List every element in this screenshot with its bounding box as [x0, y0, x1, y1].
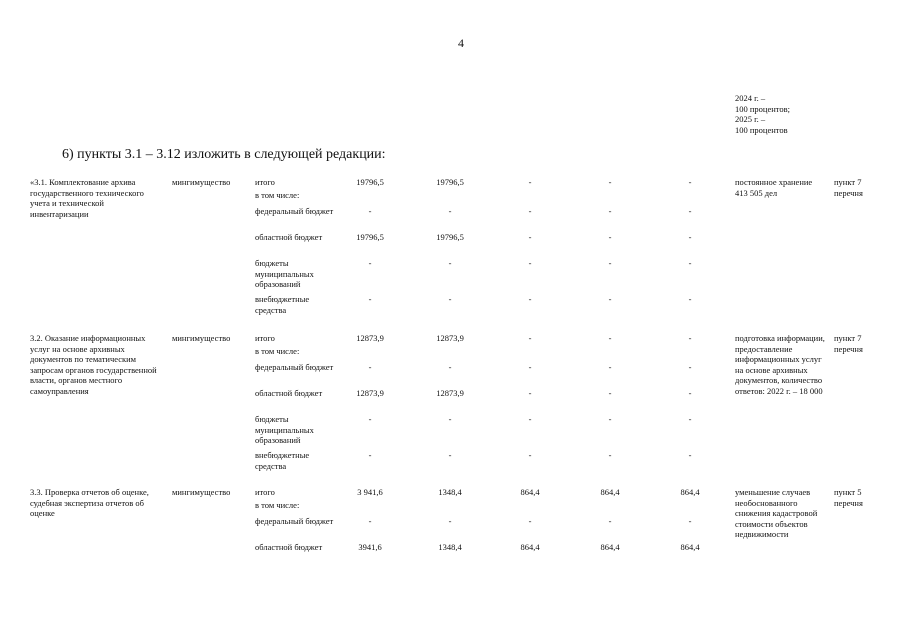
value-2022: - [448, 294, 452, 304]
value-total: 19796,5 [356, 177, 384, 187]
value-2023: - [528, 258, 532, 268]
value-total: 12873,9 [356, 388, 384, 398]
value-total: - [368, 414, 372, 424]
funding-source: внебюджетные средства [255, 450, 310, 471]
value-2025: - [688, 388, 692, 398]
value-total: 3941,6 [358, 542, 382, 552]
value-2024: - [608, 258, 612, 268]
measure-owner: мингимущество [172, 487, 231, 497]
value-2024: - [608, 294, 612, 304]
funding-source: в том числе: [255, 500, 300, 510]
measure-owner: мингимущество [172, 333, 231, 343]
measure-name: 3.2. Оказание информационных услуг на основе архивных документов по тематическим запросам органов государственной власти, органов местного самоуправления [30, 333, 157, 396]
funding-source: в том числе: [255, 346, 300, 356]
value-2023: 864,4 [520, 487, 540, 497]
value-total: - [368, 258, 372, 268]
value-2022: - [448, 362, 452, 372]
value-2025: - [688, 516, 692, 526]
value-2022: 1348,4 [438, 542, 462, 552]
value-2023: 864,4 [520, 542, 540, 552]
value-2024: - [608, 177, 612, 187]
value-total: - [368, 362, 372, 372]
value-2024: - [608, 388, 612, 398]
value-2022: - [448, 516, 452, 526]
value-total: 3 941,6 [357, 487, 383, 497]
value-2023: - [528, 177, 532, 187]
funding-source: внебюджетные средства [255, 294, 310, 315]
value-2025: - [688, 294, 692, 304]
value-2025: 864,4 [680, 542, 700, 552]
note-line: 2024 г. – [735, 93, 766, 103]
value-2023: - [528, 516, 532, 526]
value-2024: 864,4 [600, 542, 620, 552]
value-2025: - [688, 450, 692, 460]
value-2024: - [608, 333, 612, 343]
value-total: - [368, 294, 372, 304]
value-2024: - [608, 414, 612, 424]
value-2025: - [688, 362, 692, 372]
value-2023: - [528, 450, 532, 460]
funding-source: областной бюджет [255, 388, 323, 398]
funding-source: федеральный бюджет [255, 206, 334, 216]
measure-name: «3.1. Комплектование архива государственного технического учета и технической инвентаризации [30, 177, 144, 219]
value-2023: - [528, 388, 532, 398]
value-2022: 1348,4 [438, 487, 462, 497]
value-total: - [368, 516, 372, 526]
funding-source: федеральный бюджет [255, 516, 334, 526]
note-line: 100 процентов [735, 124, 788, 135]
measure-point: пункт 7 перечня [834, 177, 863, 198]
value-2025: 864,4 [680, 487, 700, 497]
value-2024: 864,4 [600, 487, 620, 497]
value-2024: - [608, 450, 612, 460]
value-total: 19796,5 [356, 232, 384, 242]
value-2023: - [528, 414, 532, 424]
amendment-heading: 6) пункты 3.1 – 3.12 изложить в следующей редакции: [62, 147, 386, 162]
value-total: - [368, 450, 372, 460]
value-2023: - [528, 206, 532, 216]
value-2024: - [608, 232, 612, 242]
value-2025: - [688, 333, 692, 343]
note-line: 2025 г. – [735, 114, 766, 124]
funding-source: бюджеты муниципальных образований [255, 258, 314, 289]
value-2022: 12873,9 [436, 388, 464, 398]
value-2022: - [448, 206, 452, 216]
measure-result: уменьшение случаев необоснованного снижения кадастровой стоимости объектов недвижимости [735, 487, 818, 539]
funding-source: бюджеты муниципальных образований [255, 414, 314, 445]
value-2022: 12873,9 [436, 333, 464, 343]
page-number: 4 [458, 36, 464, 50]
measure-name: 3.3. Проверка отчетов об оценке, судебная экспертиза отчетов об оценке [30, 487, 149, 518]
value-2023: - [528, 232, 532, 242]
value-2022: - [448, 258, 452, 268]
value-2025: - [688, 177, 692, 187]
measure-point: пункт 5 перечня [834, 487, 863, 508]
value-2025: - [688, 206, 692, 216]
funding-source: итого [255, 487, 275, 497]
value-2023: - [528, 333, 532, 343]
value-2024: - [608, 516, 612, 526]
value-2023: - [528, 362, 532, 372]
value-2022: 19796,5 [436, 232, 464, 242]
measure-owner: мингимущество [172, 177, 231, 187]
value-2022: 19796,5 [436, 177, 464, 187]
value-2022: - [448, 450, 452, 460]
note-line: 100 процентов; [735, 103, 791, 114]
value-2022: - [448, 414, 452, 424]
value-total: 12873,9 [356, 333, 384, 343]
funding-source: областной бюджет [255, 542, 323, 552]
measure-point: пункт 7 перечня [834, 333, 863, 354]
value-2025: - [688, 232, 692, 242]
funding-source: в том числе: [255, 190, 300, 200]
value-2024: - [608, 206, 612, 216]
value-2025: - [688, 414, 692, 424]
target-values-note [735, 93, 825, 135]
funding-source: итого [255, 177, 275, 187]
funding-source: областной бюджет [255, 232, 323, 242]
funding-source: федеральный бюджет [255, 362, 334, 372]
value-2025: - [688, 258, 692, 268]
funding-source: итого [255, 333, 275, 343]
value-total: - [368, 206, 372, 216]
measure-result: постоянное хранение 413 505 дел [735, 177, 813, 198]
value-2024: - [608, 362, 612, 372]
measure-result: подготовка информации, предоставление информационных услуг на основе архивных документов, количество ответов: 2022 г. – 18 000 [735, 333, 825, 396]
value-2023: - [528, 294, 532, 304]
